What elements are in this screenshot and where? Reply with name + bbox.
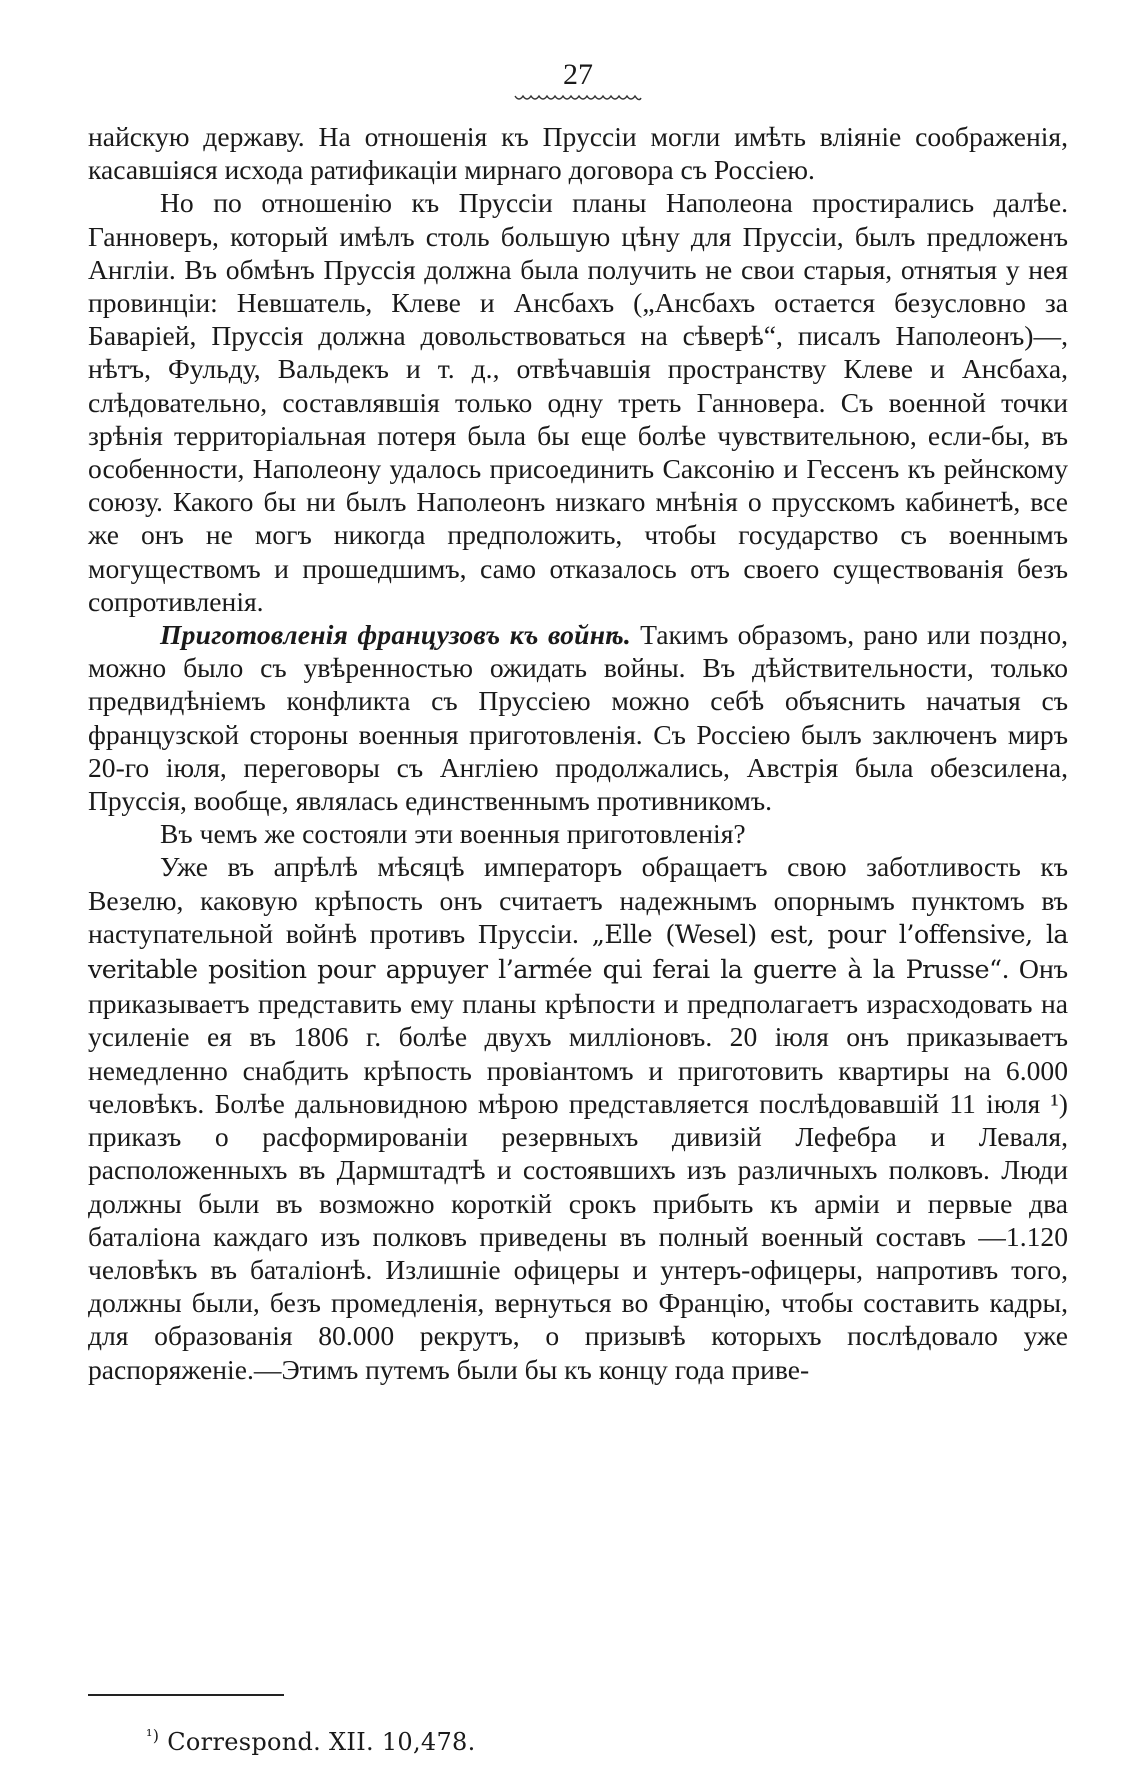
footnote — [146, 1721, 476, 1757]
paragraph-4: Въ чемъ же состояли эти военныя приготовленія? — [160, 818, 746, 850]
paragraph-5-part-b: Онъ приказываетъ представить ему планы крѣпости и предполагаетъ израсходовать на усиленіе ея въ 1806 г. болѣе двухъ милліоновъ. 20 іюля онъ приказываетъ немедленно снабдить крѣпость провіантомъ и приготовить квартиры на 6.000 человѣкъ. Болѣе дальновидною мѣрою представляется послѣдовавшій 11 іюля — [88, 953, 1068, 1119]
section-heading: Приготовленія французовъ къ войнѣ. — [160, 619, 631, 651]
paragraph-5-part-c: приказъ о расформированіи резервныхъ дивизій Лефебра и Леваля, расположенныхъ въ Дармштадтѣ и состоявшихъ изъ различныхъ полковъ. Люди должны были въ возможно короткій срокъ прибыть къ арміи и первые два баталіона каждаго изъ полковъ приведены въ полный военный составъ —1.120 человѣкъ въ баталіонѣ. Излишніе офицеры и унтеръ-офицеры, напротивъ того, должны были, безъ промедленія, вернуться во Францію, чтобы составить кадры, для образованія 80.000 рекрутъ, о призывѣ которыхъ послѣдовало уже распоряженіе.—Этимъ путемъ были бы къ концу года приве- — [88, 1121, 1068, 1385]
footnote-mark: ¹) — [146, 1726, 160, 1745]
paragraph-1: найскую державу. На отношенія къ Пруссіи могли имѣть вліяніе соображенія, касавшіяся исхода ратификаціи мирнаго договора съ Россіею. — [88, 121, 1068, 186]
page-number: 27 — [563, 58, 593, 91]
footnote-text: Correspond. XII. 10,478. — [167, 1728, 476, 1756]
footnote-divider — [88, 1694, 284, 1696]
body-text — [88, 120, 1068, 1386]
paragraph-5 — [88, 850, 1068, 1385]
paragraph-3-text: Такимъ образомъ, рано или поздно, можно было съ увѣренностью ожидать войны. Въ дѣйствительности, только предвидѣніемъ конфликта съ Пруссіею можно себѣ объяснить начатыя съ французской стороны военныя приготовленія. Съ Россіею былъ заключенъ миръ 20-го іюля, переговоры съ Англіею продолжались, Австрія была обезсилена, Пруссія, вообще, являлась единственнымъ противникомъ. — [88, 619, 1068, 817]
header-ornament — [513, 92, 643, 104]
footnote-reference[interactable]: ¹) — [1050, 1087, 1068, 1119]
paragraph-5-part-a: Уже въ апрѣлѣ мѣсяцѣ императоръ обращаетъ свою заботливость къ Везелю, каковую крѣпость онъ считаетъ надежнымъ опорнымъ пунктомъ въ наступательной войнѣ противъ Пруссіи. — [88, 851, 1068, 949]
paragraph-2: Но по отношенію къ Пруссіи планы Наполеона простирались далѣе. Ганноверъ, который имѣлъ столь большую цѣну для Пруссіи, былъ предложенъ Англіи. Въ обмѣнъ Пруссія должна была получить не свои старыя, отнятыя у нея провинціи: Невшатель, Клеве и Ансбахъ („Ансбахъ остается безусловно за Баваріей, Пруссія должна довольствоваться на сѣверѣ“, писалъ Наполеонъ)—, нѣтъ, Фульду, Вальдекъ и т. д., отвѣчавшія пространству Клеве и Ансбаха, слѣдовательно, составлявшія только одну треть Ганновера. Съ военной точки зрѣнія территоріальная потеря была бы еще болѣе чувствительною, если-бы, въ особенности, Наполеону удалось присоединить Саксонію и Гессенъ къ рейнскому союзу. Какого бы ни былъ Наполеонъ низкаго мнѣнія о прусскомъ кабинетѣ, все же онъ не могъ никогда предположить, чтобы государство съ военнымъ могуществомъ и прошедшимъ, само отказалось отъ своего существованія безъ сопротивленія. — [88, 187, 1068, 617]
french-quote: „Elle (Wesel) est, pour l’offensive, la veritable position pour appuyer l’armée qui ferai la guerre à la Prusse“. — [88, 919, 1068, 986]
paragraph-3 — [88, 618, 1068, 817]
